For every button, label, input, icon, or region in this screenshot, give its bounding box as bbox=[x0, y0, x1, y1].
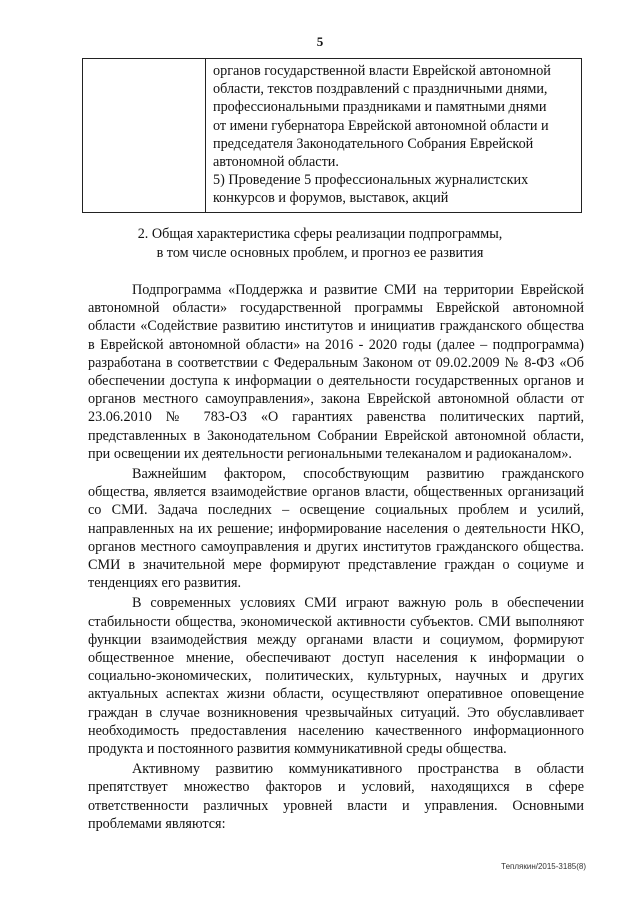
table-line: конкурсов и форумов, выставок, акций bbox=[213, 190, 449, 207]
paragraph: Активному развитию коммуникативного пространства в области препятствует множество факторов и условий, находящихся в сфере ответственности различных уровней власти и управления. Основными проблемами являются: bbox=[88, 761, 584, 832]
table-line: органов государственной власти Еврейской автономной bbox=[213, 63, 551, 79]
footer-code: Теплякин/2015-3185(8) bbox=[501, 862, 586, 871]
page-number: 5 bbox=[316, 34, 324, 49]
table-line: 5) Проведение 5 профессиональных журналистских bbox=[213, 172, 529, 189]
section-heading-line: 2. Общая характеристика сферы реализации подпрограммы, bbox=[137, 226, 503, 242]
section-heading-line: в том числе основных проблем, и прогноз ее развития bbox=[156, 244, 484, 261]
paragraph: Важнейшим фактором, способствующим развитию гражданского общества, является взаимодействие органов власти, общественных организаций со СМИ. Задача последних – освещение социальных проблем и усилий, направленных на их решение; информирование населения о деятельности НКО, органов местного самоуправления и других институтов гражданского общества. СМИ в значительной мере формируют представление граждан о социуме и тенденциях его развития. bbox=[88, 466, 584, 592]
table-line: области, текстов поздравлений с праздничными днями, bbox=[213, 81, 548, 98]
table-row bbox=[83, 59, 582, 213]
table-line: профессиональными праздниками и памятными днями bbox=[213, 99, 547, 116]
table-line: от имени губернатора Еврейской автономной области и bbox=[213, 117, 549, 134]
paragraph: В современных условиях СМИ играют важную роль в обеспечении стабильности общества, экономической активности субъектов. СМИ выполняют функции взаимодействия между органами власти и социумом, формируют общественное мнение, обеспечивают доступ населения к информации о социально-экономических, политических, культурных, научных и других актуальных аспектах жизни области, осуществляют оперативное оповещение граждан в случае возникновения чрезвычайных ситуаций. Это обуславливает необходимость предоставления населению качественного информационного продукта и постоянного развития коммуникативной среды общества. bbox=[88, 595, 584, 758]
table-line: председателя Законодательного Собрания Еврейской bbox=[213, 135, 534, 152]
continuation-table bbox=[82, 58, 582, 213]
section-heading bbox=[0, 225, 640, 262]
body-text bbox=[88, 281, 584, 833]
table-line: автономной области. bbox=[213, 154, 339, 171]
paragraph: Подпрограмма «Поддержка и развитие СМИ на территории Еврейской автономной области» государственной программы Еврейской автономной области «Содействие развитию институтов и инициатив гражданского общества в Еврейской автономной области» на 2016 - 2020 годы (далее – подпрограмма) разработана в соответствии с Федеральным Законом от 09.02.2009 № 8-ФЗ «Об обеспечении доступа к информации о деятельности государственных органов и органов местного самоуправления», закона Еврейской автономной области от 23.06.2010 № 783-ОЗ «О гарантиях равенства политических партий, представленных в Законодательном Собрании Еврейской автономной области, при освещении их деятельности региональными телеканалом и радиоканалом». bbox=[88, 282, 584, 462]
table-cell-empty bbox=[83, 59, 206, 213]
table-cell-text bbox=[206, 59, 582, 213]
